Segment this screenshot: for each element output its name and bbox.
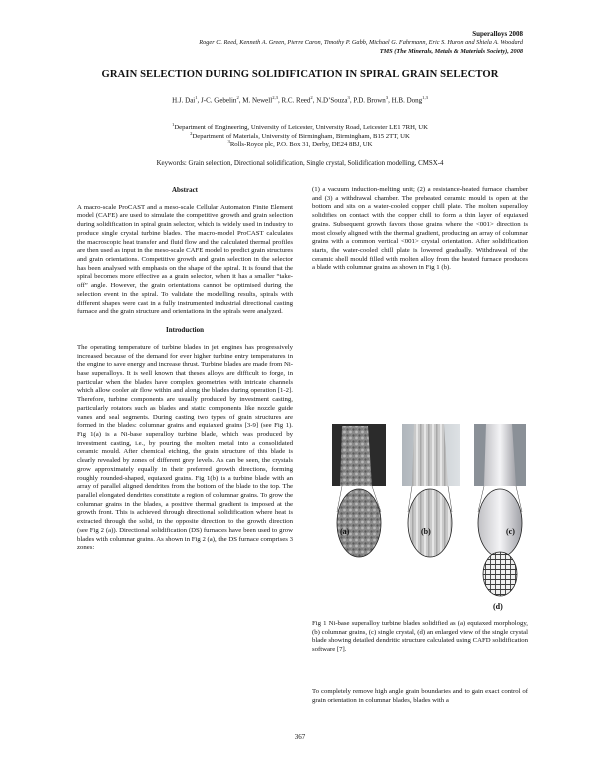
conference-name: Superalloys 2008 [472, 30, 523, 38]
author-affiliation-marker: 2 [310, 95, 313, 100]
author-name: M. Newell [242, 96, 273, 105]
affiliation-2: $^2$Department of Materials, University of Birmingham, Birmingham, B15 2TT, UK [190, 130, 410, 140]
author-affiliation-marker: 2 [236, 95, 239, 100]
right-column-continued [312, 688, 528, 705]
abstract-heading: Abstract [171, 186, 199, 194]
label-b: (b) [421, 527, 431, 536]
figure-caption: Fig 1 Ni-base superalloy turbine blades solidified as (a) equiaxed morphology, (b) columnar grains, (c) single crystal, (d) an enlarged view of the single crystal blade showing detailed dendritic structure calculated using CAFD solidification software [7]. [312, 620, 528, 654]
editors-line: Roger C. Reed, Kenneth A. Green, Pierre Caron, Timothy P. Gabb, Michael G. Fahrmann, Eric S. Huron and Shiela A. Woodard [199, 39, 523, 46]
author-name: H.B. Dong [391, 96, 423, 105]
publisher-line: TMS (The Minerals, Metals & Materials Society), 2008 [379, 48, 523, 55]
author-list: H.J. Dai$^1$, J-C. Gebelin$^2$, M. Newell$^{2,3}$, R.C. Reed$^2$, N.D’Souza$^3$, P.D. Brown$^3$, H.B. Dong$^{1,3}$ [172, 95, 428, 105]
left-column [77, 186, 293, 553]
author-name: R.C. Reed [281, 96, 311, 105]
author-affiliation-marker: 2,3 [272, 95, 278, 100]
blade-single-crystal [484, 424, 516, 486]
affiliation-3: $^3$Rolls-Royce plc, P.O. Box 31, Derby, DE24 8BJ, UK [227, 139, 373, 149]
figure-1-image [328, 422, 528, 614]
author-name: P.D. Brown [353, 96, 386, 105]
right-column-bottom-text: To completely remove high angle grain boundaries and to gain exact control of grain orientation in columnar blades, blades with a [312, 688, 528, 704]
keywords: Keywords: Grain selection, Directional solidification, Single crystal, Solidification modelling, CMSX-4 [156, 160, 444, 167]
author-affiliation-marker: 1 [195, 95, 198, 100]
affiliation-1: $^1$Department of Engineering, University of Leicester, University Road, Leicester LE1 7RH, UK [172, 122, 428, 132]
introduction-heading: Introduction [166, 326, 204, 335]
author-affiliation-marker: 3 [347, 95, 350, 100]
figure-1 [328, 422, 528, 614]
label-c: (c) [506, 527, 515, 536]
author-affiliation-marker: 3 [385, 95, 389, 100]
enlarged-equiaxed [337, 489, 381, 557]
paper-title: GRAIN SELECTION DURING SOLIDIFICATION IN SPIRAL GRAIN SELECTOR [101, 69, 499, 80]
right-column-text: (1) a vacuum induction-melting unit; (2) a resistance-heated furnace chamber and (3) a withdrawal chamber. The preheated ceramic mould is open at the bottom and sits on a water-cooled copper chill plate. The molten superalloy solidifies on contact with the copper chill to form a thin layer of equiaxed grains. Subsequent growth favors those grains where the <001> direction is most closely aligned with the thermal gradient, producing an array of columnar grains with a common vertical <001> crystal orientation. After solidification starts, the water-cooled chill plate is lowered gradually. Withdrawal of the ceramic shell mould filled with molten alloy from the heated furnace produces a blade with columnar grains as shown in Fig 1 (b). [312, 186, 528, 272]
enlarged-columnar [408, 489, 452, 557]
blade-columnar [412, 424, 448, 486]
dendritic-structure [483, 552, 517, 596]
author-affiliation-marker: 1,3 [422, 95, 428, 100]
enlarged-single-crystal [478, 489, 522, 557]
author-name: H.J. Dai [172, 96, 196, 105]
introduction-text: The operating temperature of turbine blades in jet engines has progressively increased because of the demand for ever higher turbine entry temperatures in the engine to save energy and increase thrust. Turbine blades are made from Ni-base superalloys. It is well known that theses alloys are difficult to forge, in particular when the blades have complex geometries with intricate channels which allow cooler air flow within and along the blades during operation [1-2]. Therefore, turbine components are usually produced by investment casting, particularly rotators such as blades and static components like nozzle guide vanes and seal segments. During casting two types of grain structures are formed in the blades: columnar grains and equiaxed grains [3-9] (see Fig 1). Fig 1(a) is a Ni-base superalloy turbine blade, which was produced by investment casting, i.e., by pouring the molten metal into a consolidated ceramic mould. After chemical etching, the grain structure of this blade is clearly revealed by zones of different grey levels. As can be seen, the crystals grow approximately equally in their preferred growth directions, forming roughly rounded-shaped, equiaxed grains. Fig 1(b) is a turbine blade with an array of parallel aligned dendrites from the bottom of the blade to the top. The parallel elongated dendrites constitute a region of columnar grains. To grow the columnar grains in the blades, a positive thermal gradient is imposed at the growth front. This is achieved through directional solidification where heat is extracted through the solid, in the opposite direction to the growth direction (see Fig 2 (a)). Directional solidification (DS) furnaces have been used to grow blades with columnar grains. As shown in Fig 2 (a), the DS furnace comprises 3 zones: [77, 343, 293, 552]
author-name: N.D’Souza [316, 96, 348, 105]
abstract-text: A macro-scale ProCAST and a meso-scale Cellular Automaton Finite Element model (CAFE) are used to simulate the competitive growth and grain selection during solidification in spiral grain selector, which is widely used in industry to produce single crystal turbine blades. The macro-model ProCAST calculates the macroscopic heat transfer and fluid flow and the calculated thermal profiles are then used as input in the meso-scale CAFE model to predict grain structures and grain orientations. Competitive growth and grain selection in the selector has been analysed with emphasis on the shape of the spiral. It is found that the spiral becomes more effective as a grain selector, when it has a smaller “take-off” angle. However, the grain orientations cannot be optimised during the selection event in the spiral. To validate the modelling results, spirals with different shapes were cast in a fully instrumented industrial directional casting furnace and the grain structure and orientations in the spirals were analyzed. [77, 203, 293, 316]
blade-equiaxed [340, 426, 372, 486]
label-d: (d) [493, 602, 503, 611]
author-name: J-C. Gebelin [201, 96, 237, 105]
page-number: 367 [294, 733, 306, 741]
label-a: (a) [340, 527, 350, 536]
right-column [312, 186, 528, 273]
